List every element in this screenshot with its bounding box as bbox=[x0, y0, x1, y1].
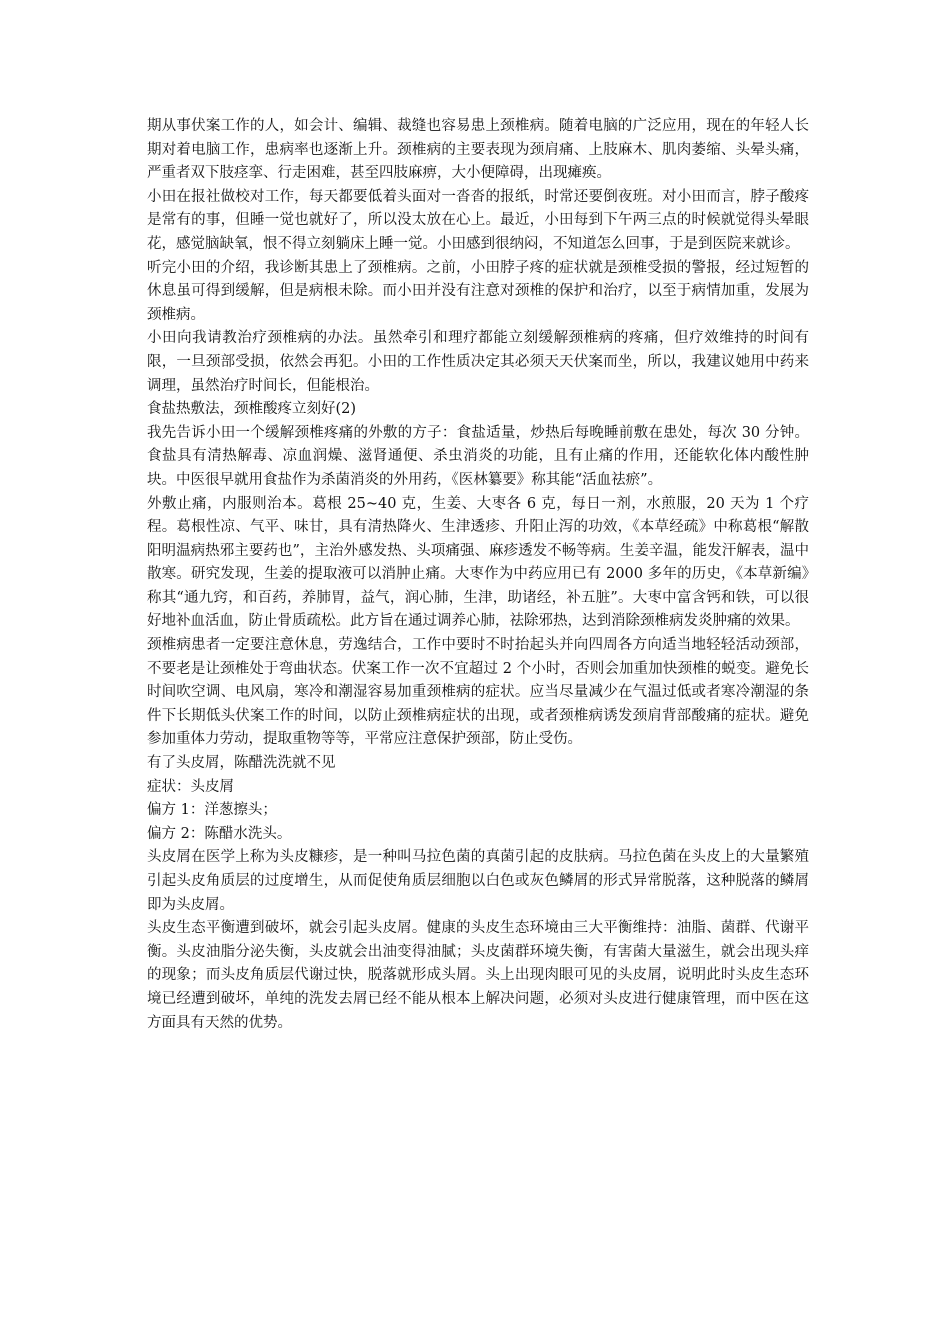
paragraph: 听完小田的介绍，我诊断其患上了颈椎病。之前，小田脖子疼的症状就是颈椎受损的警报，经过短暂的休息虽可得到缓解，但是病根未除。而小田并没有注意对颈椎的保护和治疗，以至于病情加重，发展为颈椎病。 bbox=[147, 259, 809, 323]
paragraph: 小田在报社做校对工作，每天都要低着头面对一沓沓的报纸，时常还要倒夜班。对小田而言，脖子酸疼是常有的事，但睡一觉也就好了，所以没太放在心上。最近，小田每到下午两三点的时候就觉得头晕眼花，感觉脑缺氧，恨不得立刻躺床上睡一觉。小田感到很纳闷，不知道怎么回事，于是到医院来就诊。 bbox=[147, 188, 809, 252]
paragraph: 外敷止痛，内服则治本。葛根 25~40 克，生姜、大枣各 6 克，每日一剂，水煎服，20 天为 1 个疗程。葛根性凉、气平、味甘，具有清热降火、生津透疹、升阳止泻的功效，《本草经疏》中称葛根“解散阳明温病热邪主要药也”，主治外感发热、头项痛强、麻疹透发不畅等病。生姜辛温，能发汗解表，温中散寒。研究发现，生姜的提取液可以消肿止痛。大枣作为中药应用已有 2000 多年的历史，《本草新编》称其“通九窍，和百药，养肺胃，益气，润心肺，生津，助诸经，补五脏”。大枣中富含钙和铁，可以很好地补血活血，防止骨质疏松。此方旨在通过调养心肺，祛除邪热，达到消除颈椎病发炎肿痛的效果。 bbox=[147, 495, 809, 630]
remedy-line: 偏方 1：洋葱擦头； bbox=[147, 802, 277, 819]
remedy-line: 偏方 2：陈醋水洗头。 bbox=[147, 825, 292, 842]
symptom-line: 症状：头皮屑 bbox=[147, 778, 234, 795]
paragraph: 头皮屑在医学上称为头皮糠疹，是一种叫马拉色菌的真菌引起的皮肤病。马拉色菌在头皮上的大量繁殖引起头皮角质层的过度增生，从而促使角质层细胞以白色或灰色鳞屑的形式异常脱落，这种脱落的鳞屑即为头皮屑。 bbox=[147, 849, 809, 913]
paragraph: 我先告诉小田一个缓解颈椎疼痛的外敷的方子：食盐适量，炒热后每晚睡前敷在患处，每次 30 分钟。食盐具有清热解毒、凉血润燥、滋肾通便、杀虫消炎的功能，且有止痛的作用，还能软化体内酸性肿块。中医很早就用食盐作为杀菌消炎的外用药，《医林纂要》称其能“活血祛瘀”。 bbox=[147, 424, 809, 488]
document-body bbox=[147, 115, 809, 1035]
paragraph: 期从事伏案工作的人，如会计、编辑、裁缝也容易患上颈椎病。随着电脑的广泛应用，现在的年轻人长期对着电脑工作，患病率也逐渐上升。颈椎病的主要表现为颈肩痛、上肢麻木、肌肉萎缩、头晕头痛，严重者双下肢痉挛、行走困难，甚至四肢麻痹，大小便障碍，出现瘫痪。 bbox=[147, 118, 809, 182]
section-heading: 食盐热敷法，颈椎酸疼立刻好(2) bbox=[147, 401, 357, 418]
paragraph: 颈椎病患者一定要注意休息，劳逸结合，工作中要时不时抬起头并向四周各方向适当地轻轻活动颈部，不要老是让颈椎处于弯曲状态。伏案工作一次不宜超过 2 个小时，否则会加重加快颈椎的蜕变。避免长时间吹空调、电风扇，寒冷和潮湿容易加重颈椎病的症状。应当尽量减少在气温过低或者寒冷潮湿的条件下长期低头伏案工作的时间，以防止颈椎病症状的出现，或者颈椎病诱发颈肩背部酸痛的症状。避免参加重体力劳动，提取重物等等，平常应注意保护颈部，防止受伤。 bbox=[147, 637, 809, 748]
section-heading: 有了头皮屑，陈醋洗洗就不见 bbox=[147, 755, 336, 772]
paragraph: 小田向我请教治疗颈椎病的办法。虽然牵引和理疗都能立刻缓解颈椎病的疼痛，但疗效维持的时间有限，一旦颈部受损，依然会再犯。小田的工作性质决定其必须天天伏案而坐，所以，我建议她用中药来调理，虽然治疗时间长，但能根治。 bbox=[147, 330, 809, 394]
paragraph: 头皮生态平衡遭到破坏，就会引起头皮屑。健康的头皮生态环境由三大平衡维持：油脂、菌群、代谢平衡。头皮油脂分泌失衡，头皮就会出油变得油腻；头皮菌群环境失衡，有害菌大量滋生，就会出现头痒的现象；而头皮角质层代谢过快，脱落就形成头屑。头上出现肉眼可见的头皮屑，说明此时头皮生态环境已经遭到破坏，单纯的洗发去屑已经不能从根本上解决问题，必须对头皮进行健康管理，而中医在这方面具有天然的优势。 bbox=[147, 920, 809, 1031]
